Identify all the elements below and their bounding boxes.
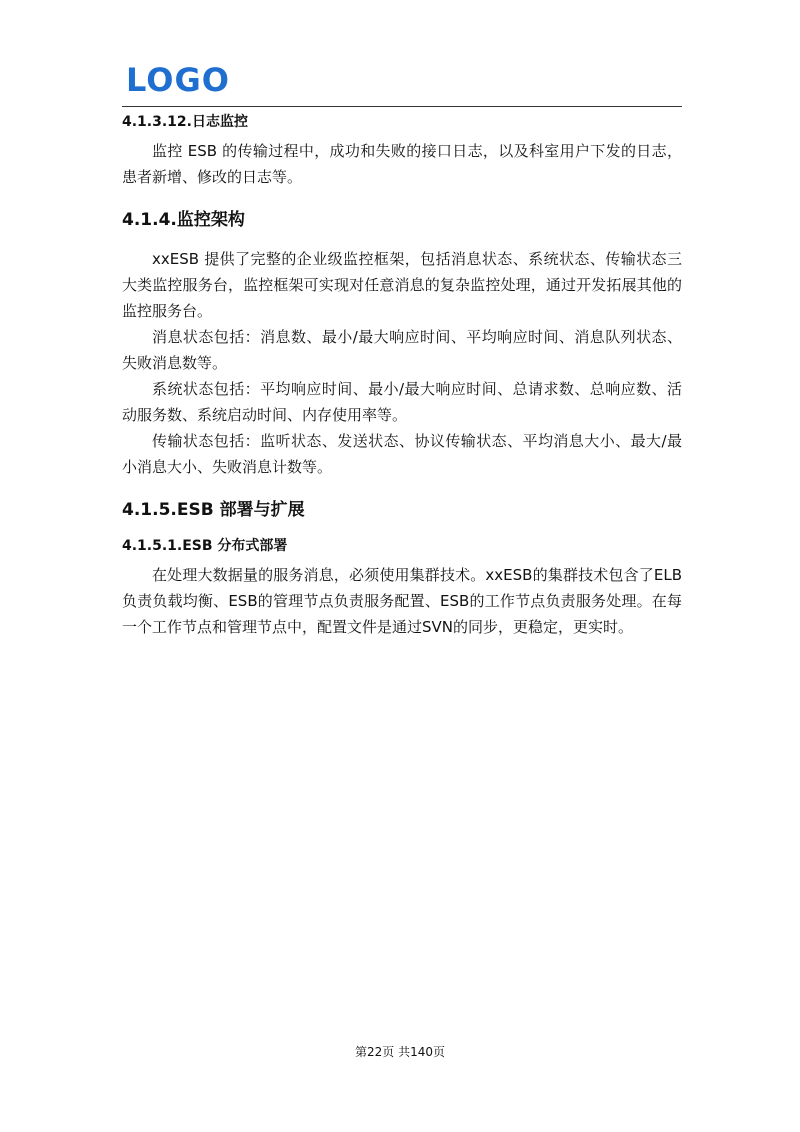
document-body	[122, 112, 682, 640]
heading-4-1-3-12: 4.1.3.12.日志监控	[122, 114, 248, 130]
header-divider	[122, 106, 682, 107]
heading-4-1-5-1: 4.1.5.1.ESB 分布式部署	[122, 538, 288, 554]
paragraph-transport-status: 传输状态包括：监听状态、发送状态、协议传输状态、平均消息大小、最大/最小消息大小、失败消息计数等。	[122, 432, 682, 476]
paragraph-monitoring-framework: xxESB 提供了完整的企业级监控框架，包括消息状态、系统状态、传输状态三大类监控服务台，监控框架可实现对任意消息的复杂监控处理，通过开发拓展其他的监控服务台。	[122, 250, 682, 320]
paragraph-distributed-deployment: 在处理大数据量的服务消息，必须使用集群技术。xxESB的集群技术包含了ELB负责负载均衡、ESB的管理节点负责服务配置、ESB的工作节点负责服务处理。在每一个工作节点和管理节点中，配置文件是通过SVN的同步，更稳定，更实时。	[122, 566, 682, 636]
page-number: 第22页 共140页	[355, 1045, 445, 1059]
page-header	[122, 58, 682, 108]
paragraph-message-status: 消息状态包括：消息数、最小/最大响应时间、平均响应时间、消息队列状态、失败消息数等。	[122, 328, 682, 372]
paragraph-log-monitoring: 监控 ESB 的传输过程中，成功和失败的接口日志，以及科室用户下发的日志，患者新增、修改的日志等。	[122, 142, 682, 186]
heading-4-1-5: 4.1.5.ESB 部署与扩展	[122, 500, 305, 520]
heading-4-1-4: 4.1.4.监控架构	[122, 210, 245, 230]
paragraph-system-status: 系统状态包括：平均响应时间、最小/最大响应时间、总请求数、总响应数、活动服务数、系统启动时间、内存使用率等。	[122, 380, 682, 424]
logo: LOGO	[126, 61, 230, 99]
